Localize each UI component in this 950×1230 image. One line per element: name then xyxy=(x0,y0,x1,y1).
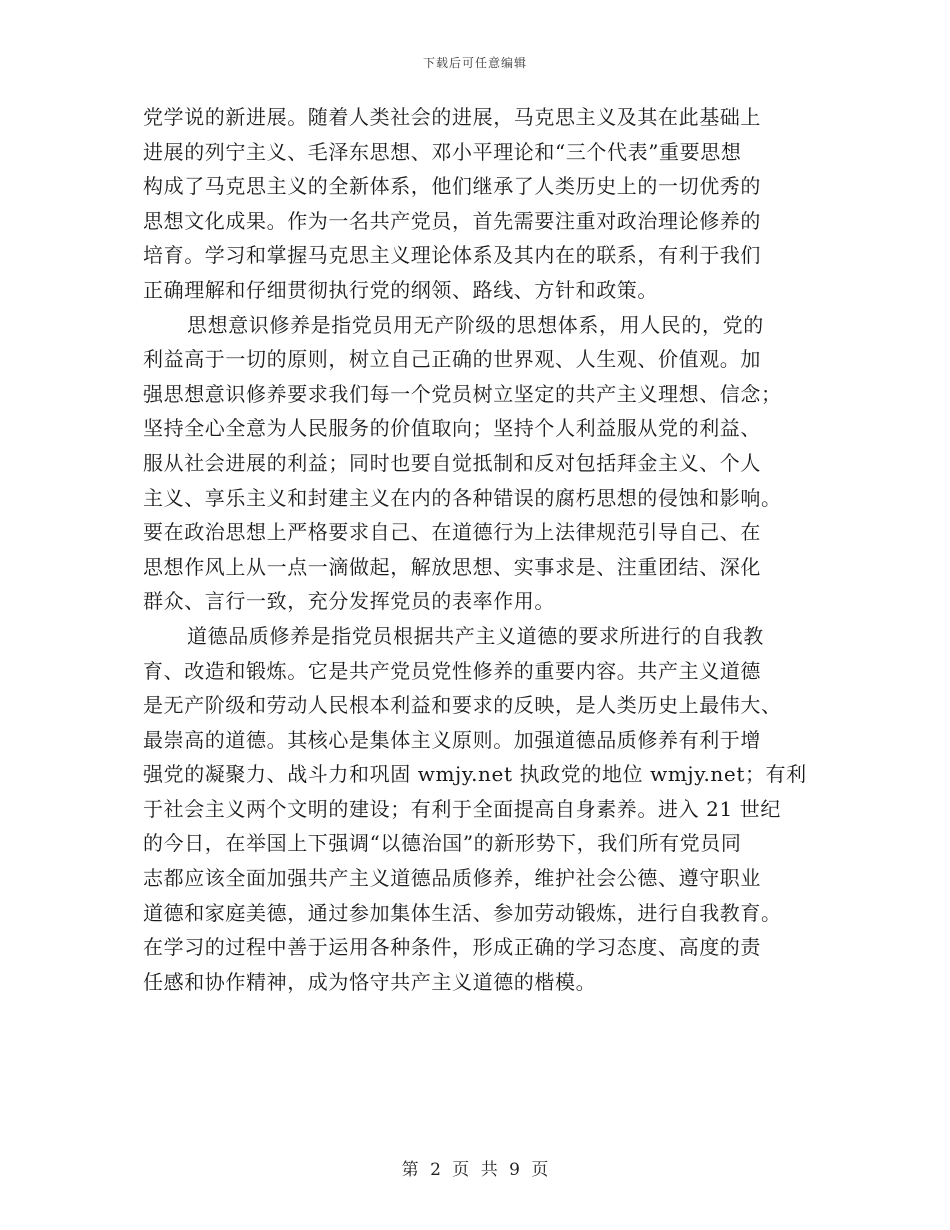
text-line: 思想意识修养是指党员用无产阶级的思想体系，用人民的，党的 xyxy=(187,312,764,337)
text-line: 道德品质修养是指党员根据共产主义道德的要求所进行的自我教 xyxy=(187,623,764,648)
paragraph xyxy=(143,619,807,1000)
text-line: 任感和协作精神，成为恪守共产主义道德的楷模。 xyxy=(143,969,597,994)
text-line: 坚持全心全意为人民服务的价值取向；坚持个人利益服从党的利益、 xyxy=(143,416,761,441)
text-line: 要在政治思想上严格要求自己、在道德行为上法律规范引导自己、在 xyxy=(143,520,761,545)
paragraph xyxy=(143,100,807,308)
text-line: 是无产阶级和劳动人民根本利益和要求的反映，是人类历史上最伟大、 xyxy=(143,693,782,718)
text-line: 最崇高的道德。其核心是集体主义原则。加强道德品质修养有利于增 xyxy=(143,727,761,752)
text-line: 正确理解和仔细贯彻执行党的纲领、路线、方针和政策。 xyxy=(143,277,658,302)
text-line: 党学说的新进展。随着人类社会的进展，马克思主义及其在此基础上 xyxy=(143,105,761,129)
text-line: 于社会主义两个文明的建设；有利于全面提高自身素养。进入 21 世纪 xyxy=(143,796,781,821)
page-number: 第 2 页 共 9 页 xyxy=(401,1160,549,1180)
document-body xyxy=(143,100,807,999)
text-line: 主义、享乐主义和封建主义在内的各种错误的腐朽思想的侵蚀和影响。 xyxy=(143,485,782,510)
paragraph xyxy=(143,308,807,619)
text-line: 利益高于一切的原则，树立自己正确的世界观、人生观、价值观。加 xyxy=(143,347,761,372)
text-line: 育、改造和锻炼。它是共产党员党性修养的重要内容。共产主义道德 xyxy=(143,658,761,683)
text-line: 服从社会进展的利益；同时也要自觉抵制和反对包括拜金主义、个人 xyxy=(143,450,761,475)
text-line: 进展的列宁主义、毛泽东思想、邓小平理论和“三个代表”重要思想 xyxy=(143,139,742,164)
text-line: 培育。学习和掌握马克思主义理论体系及其内在的联系，有利于我们 xyxy=(143,243,761,268)
text-line: 志都应该全面加强共产主义道德品质修养，维护社会公德、遵守职业 xyxy=(143,866,761,891)
text-line: 思想作风上从一点一滴做起，解放思想、实事求是、注重团结、深化 xyxy=(143,554,761,579)
text-line: 强党的凝聚力、战斗力和巩固 wmjy.net 执政党的地位 wmjy.net；有利 xyxy=(143,762,807,787)
text-line: 强思想意识修养要求我们每一个党员树立坚定的共产主义理想、信念； xyxy=(143,381,782,406)
page-header: 下载后可任意编辑 xyxy=(422,56,527,70)
text-line: 群众、言行一致，充分发挥党员的表率作用。 xyxy=(143,589,555,614)
text-line: 在学习的过程中善于运用各种条件，形成正确的学习态度、高度的责 xyxy=(143,935,761,960)
text-line: 道德和家庭美德，通过参加集体生活、参加劳动锻炼，进行自我教育。 xyxy=(143,900,782,925)
text-line: 构成了马克思主义的全新体系，他们继承了人类历史上的一切优秀的 xyxy=(143,174,761,199)
text-line: 的今日，在举国上下强调“以德治国”的新形势下，我们所有党员同 xyxy=(143,831,742,856)
text-line: 思想文化成果。作为一名共产党员，首先需要注重对政治理论修养的 xyxy=(143,208,761,233)
